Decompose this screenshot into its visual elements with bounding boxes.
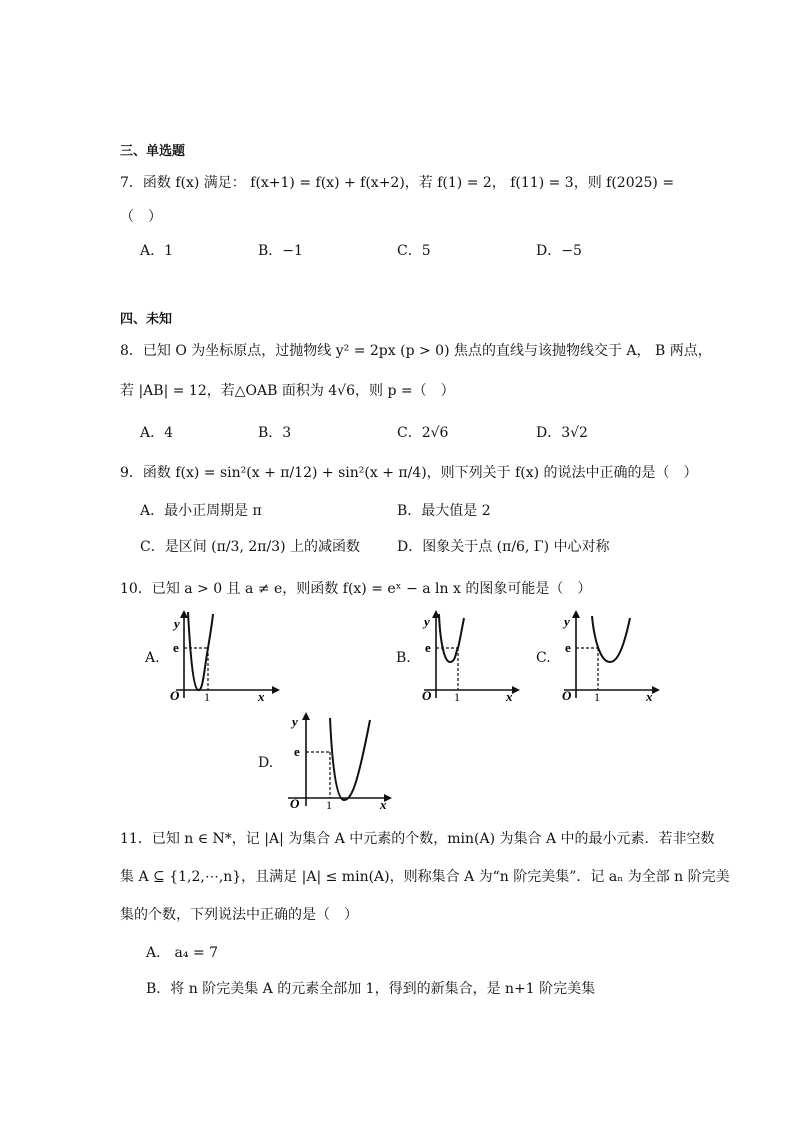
question-8-line-2: 若 |AB| = 12，若△OAB 面积为 4√6，则 p =（ ）: [120, 383, 455, 399]
question-9-option-d[interactable]: D．图象关于点 (π/6, Γ) 中心对称: [397, 539, 610, 555]
question-8-option-a[interactable]: A．4: [140, 425, 174, 441]
section-heading-single-choice: 三、单选题: [120, 144, 186, 159]
graph-d-y-label: y: [292, 714, 298, 729]
question-7-option-c[interactable]: C．5: [397, 243, 431, 259]
question-9-option-c[interactable]: C．是区间 (π/3, 2π/3) 上的减函数: [140, 539, 360, 555]
graph-a-y-label: y: [174, 616, 180, 631]
graph-b-one-label: 1: [454, 690, 460, 702]
graph-a-origin-label: O: [170, 688, 180, 702]
section-heading-unknown: 四、未知: [120, 312, 173, 327]
graph-b-e-label: e: [425, 640, 431, 655]
graph-c-x-label: x: [646, 689, 653, 702]
graph-a-e-label: e: [173, 640, 179, 655]
graph-d-origin-label: O: [290, 796, 300, 810]
question-11-line-3: 集的个数，下列说法中正确的是（ ）: [120, 907, 358, 923]
question-8-option-c[interactable]: C．2√6: [397, 425, 449, 441]
question-8-option-b[interactable]: B．3: [258, 425, 292, 441]
graph-b-origin-label: O: [422, 688, 432, 702]
question-9-stem: 9．函数 f(x) = sin²(x + π/12) + sin²(x + π/4)，则下列关于 f(x) 的说法中正确的是（ ）: [120, 465, 698, 481]
question-7-stem: 7．函数 f(x) 满足： f(x+1) = f(x) + f(x+2)，若 f(1) = 2， f(11) = 3，则 f(2025) =: [120, 175, 675, 191]
question-9-option-b[interactable]: B．最大值是 2: [397, 503, 491, 519]
graph-c-y-label: y: [564, 614, 570, 629]
graph-d-e-label: e: [294, 744, 300, 759]
graph-c-e-label: e: [565, 640, 571, 655]
question-7-option-a[interactable]: A．1: [140, 243, 174, 259]
question-10-graph-b: [420, 610, 520, 702]
question-8-line-1: 8．已知 O 为坐标原点，过抛物线 y² = 2px (p > 0) 焦点的直线与该抛物线交于 A， B 两点，: [120, 343, 712, 359]
question-11-option-b[interactable]: B．将 n 阶完美集 A 的元素全部加 1，得到的新集合，是 n+1 阶完美集: [146, 981, 596, 997]
question-10-option-d[interactable]: D.: [258, 755, 274, 771]
question-10-option-c[interactable]: C.: [536, 650, 551, 666]
graph-d-one-label: 1: [326, 798, 332, 810]
question-11-line-1: 11．已知 n ∈ N*，记 |A| 为集合 A 中元素的个数，min(A) 为集合 A 中的最小元素．若非空数: [120, 831, 715, 847]
question-7-option-b[interactable]: B．−1: [258, 243, 303, 259]
question-10-stem: 10．已知 a > 0 且 a ≠ e，则函数 f(x) = eˣ − a ln x 的图象可能是（ ）: [120, 581, 592, 597]
graph-b-x-label: x: [506, 689, 513, 702]
question-10-graph-a: [168, 610, 280, 702]
question-8-option-d[interactable]: D．3√2: [536, 425, 588, 441]
question-10-graph-d: [284, 712, 396, 810]
question-10-graph-c: [560, 610, 664, 702]
graph-a-x-label: x: [258, 689, 265, 702]
graph-c-origin-label: O: [562, 688, 572, 702]
question-9-option-a[interactable]: A．最小正周期是 π: [140, 503, 262, 519]
graph-a-one-label: 1: [204, 690, 210, 702]
question-10-option-b[interactable]: B.: [396, 650, 411, 666]
question-7-blank: （ ）: [120, 209, 162, 225]
graph-d-x-label: x: [380, 797, 387, 810]
question-11-line-2: 集 A ⊆ {1,2,⋯,n}，且满足 |A| ≤ min(A)，则称集合 A 为“n 阶完美集”．记 aₙ 为全部 n 阶完美: [120, 869, 730, 885]
graph-c-one-label: 1: [594, 690, 600, 702]
graph-b-y-label: y: [424, 614, 430, 629]
question-11-option-a[interactable]: A． a₄ = 7: [146, 945, 219, 961]
question-10-option-a[interactable]: A.: [145, 650, 160, 666]
question-7-option-d[interactable]: D．−5: [536, 243, 582, 259]
